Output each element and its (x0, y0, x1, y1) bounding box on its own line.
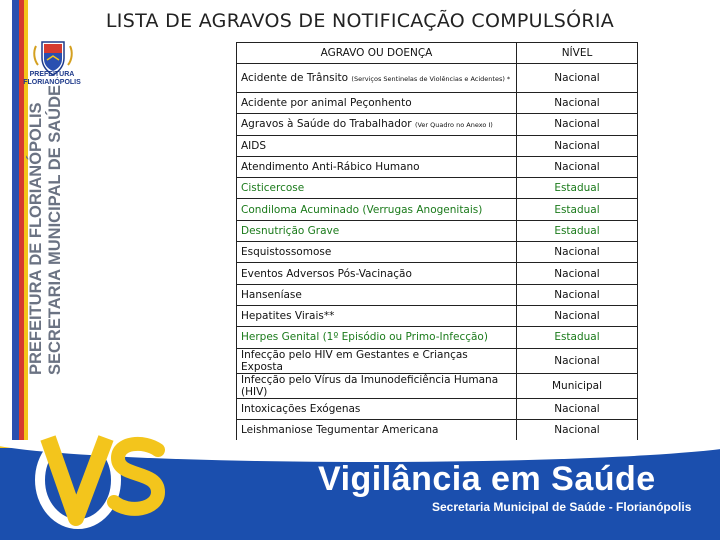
vertical-text-line2: SECRETARIA MUNICIPAL DE SAÚDE (46, 85, 64, 375)
nivel-cell: Nacional (517, 156, 638, 177)
agravo-cell (237, 135, 517, 156)
header-agravo: AGRAVO OU DOENÇA (237, 43, 517, 64)
table-body (237, 64, 638, 441)
agravo-name: Leishmaniose Tegumentar Americana (241, 424, 439, 436)
table-row (237, 178, 638, 199)
nivel-cell: Nacional (517, 64, 638, 93)
logo-line1: PREFEITURA (29, 71, 75, 78)
agravo-cell (237, 93, 517, 114)
agravo-name: Desnutrição Grave (241, 224, 340, 237)
nivel-cell: Estadual (517, 220, 638, 241)
nivel-cell: Estadual (517, 178, 638, 199)
agravo-cell (237, 263, 517, 284)
agravo-name: Intoxicações Exógenas (241, 402, 361, 415)
agravo-cell (237, 398, 517, 419)
table-row (237, 305, 638, 326)
table-row (237, 284, 638, 305)
agravo-note: (Ver Quadro no Anexo I) (414, 120, 493, 129)
agravo-cell (237, 348, 517, 373)
table-row (237, 114, 638, 135)
table-row (237, 64, 638, 93)
agravo-name: Eventos Adversos Pós-Vacinação (241, 267, 412, 280)
table-row (237, 93, 638, 114)
agravo-name: Hanseníase (241, 288, 302, 301)
agravo-cell (237, 156, 517, 177)
logo-line2: FLORIANÓPOLIS (23, 79, 81, 86)
table-header-row (237, 43, 638, 64)
nivel-cell: Nacional (517, 263, 638, 284)
agravo-cell (237, 419, 517, 440)
nivel-cell: Nacional (517, 305, 638, 326)
nivel-cell: Nacional (517, 348, 638, 373)
header-nivel: NÍVEL (517, 43, 638, 64)
table-row (237, 327, 638, 348)
agravo-cell (237, 64, 517, 93)
banner-subtitle: Secretaria Municipal de Saúde - Florianópolis (432, 500, 692, 514)
vs-logo-icon (28, 418, 178, 538)
agravo-name: AIDS (241, 139, 267, 152)
agravo-cell (237, 114, 517, 135)
nivel-cell: Estadual (517, 327, 638, 348)
agravo-name: Hepatites Virais** (241, 310, 335, 323)
nivel-cell: Municipal (517, 373, 638, 398)
nivel-cell: Nacional (517, 93, 638, 114)
table-row (237, 242, 638, 263)
notification-table (236, 42, 638, 441)
agravo-cell (237, 305, 517, 326)
agravo-note: (Serviços Sentinelas de Violências e Acidentes) * (351, 74, 511, 83)
agravo-name: Herpes Genital (1º Episódio ou Primo-Infecção) (241, 331, 488, 344)
nivel-cell: Nacional (517, 135, 638, 156)
agravo-cell (237, 178, 517, 199)
agravo-name: Acidente de Trânsito (241, 71, 349, 84)
banner-title: Vigilância em Saúde (318, 460, 656, 498)
agravo-cell (237, 327, 517, 348)
table-row (237, 398, 638, 419)
table-row (237, 199, 638, 220)
table-row (237, 135, 638, 156)
agravo-name: Infecção pelo Vírus da Imunodeficiência Humana (HIV) (241, 373, 499, 398)
nivel-cell: Estadual (517, 199, 638, 220)
agravo-cell (237, 199, 517, 220)
agravo-name: Agravos à Saúde do Trabalhador (241, 117, 412, 130)
nivel-cell: Nacional (517, 419, 638, 440)
agravo-name: Esquistossomose (241, 246, 332, 259)
agravo-name: Cisticercose (241, 182, 305, 195)
table-row (237, 220, 638, 241)
nivel-cell: Nacional (517, 398, 638, 419)
agravo-name: Condiloma Acuminado (Verrugas Anogenitais) (241, 203, 483, 216)
nivel-cell: Nacional (517, 242, 638, 263)
agravo-name: Atendimento Anti-Rábico Humano (241, 161, 420, 174)
agravo-cell (237, 220, 517, 241)
table-row (237, 348, 638, 373)
agravo-cell (237, 373, 517, 398)
vertical-text-line1: PREFEITURA DE FLORIANÓPOLIS (27, 102, 45, 375)
agravo-cell (237, 284, 517, 305)
table-row (237, 263, 638, 284)
page-title: LISTA DE AGRAVOS DE NOTIFICAÇÃO COMPULSÓRIA (105, 10, 615, 32)
agravo-cell (237, 242, 517, 263)
agravo-name: Infecção pelo HIV em Gestantes e Crianças Exposta (241, 348, 468, 373)
nivel-cell: Nacional (517, 114, 638, 135)
nivel-cell: Nacional (517, 284, 638, 305)
table-row (237, 156, 638, 177)
table-row (237, 419, 638, 440)
table-row (237, 373, 638, 398)
agravo-name: Acidente por animal Peçonhento (241, 97, 412, 110)
